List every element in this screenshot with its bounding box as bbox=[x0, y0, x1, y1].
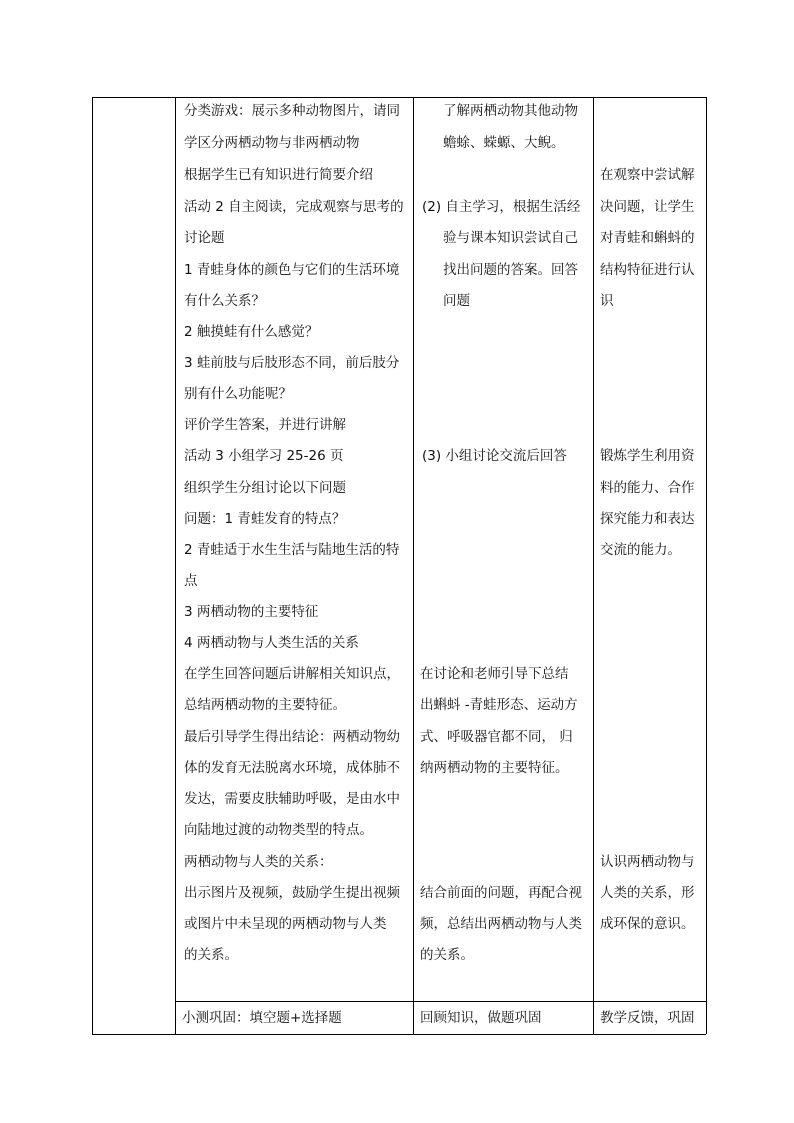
table-border-bottom bbox=[92, 1034, 706, 1035]
activity-line: 根据学生已有知识进行简要介绍 bbox=[184, 167, 373, 183]
student-line: (2) 自主学习，根据生活经 bbox=[422, 199, 581, 215]
student-line: 式、呼吸器官都不同， 归 bbox=[420, 729, 573, 745]
activity-line: 点 bbox=[184, 573, 198, 589]
student-line: 蟾蜍、蝾螈、大鲵。 bbox=[443, 135, 565, 151]
intent-line: 探究能力和表达 bbox=[600, 511, 695, 527]
student-line: (3) 小组讨论交流后回答 bbox=[422, 448, 567, 464]
activity-line: 别有什么功能呢？ bbox=[184, 386, 292, 402]
column-divider-1 bbox=[175, 97, 176, 1034]
student-line: 验与课本知识尝试自己 bbox=[443, 230, 578, 246]
activity-line: 讨论题 bbox=[184, 230, 225, 246]
activity-line: 3 两栖动物的主要特征 bbox=[184, 604, 319, 620]
column-divider-2 bbox=[413, 97, 414, 1034]
student-line: 问题 bbox=[443, 293, 470, 309]
activity-line: 发达，需要皮肤辅助呼吸，是由水中 bbox=[184, 791, 400, 807]
row-divider bbox=[175, 1001, 706, 1002]
activity-line: 4 两栖动物与人类生活的关系 bbox=[184, 635, 359, 651]
activity-line: 评价学生答案，并进行讲解 bbox=[184, 417, 346, 433]
table-border-left bbox=[92, 97, 93, 1034]
activity-line: 2 青蛙适于水生生活与陆地生活的特 bbox=[184, 542, 400, 558]
activity-line: 活动 2 自主阅读，完成观察与思考的 bbox=[184, 199, 404, 215]
student-line: 找出问题的答案。回答 bbox=[443, 262, 578, 278]
activity-line: 的关系。 bbox=[184, 947, 238, 963]
intent-line: 决问题，让学生 bbox=[600, 199, 695, 215]
table-border-right bbox=[706, 97, 707, 1034]
activity-line: 在学生回答问题后讲解相关知识点， bbox=[184, 666, 400, 682]
student-line: 结合前面的问题，再配合视 bbox=[420, 885, 582, 901]
intent-line: 交流的能力。 bbox=[600, 542, 681, 558]
table-border-top bbox=[92, 97, 706, 98]
student-line: 纳两栖动物的主要特征。 bbox=[420, 760, 569, 776]
activity-line: 2 触摸蛙有什么感觉？ bbox=[184, 324, 319, 340]
activity-line: 有什么关系？ bbox=[184, 293, 265, 309]
intent-line: 识 bbox=[600, 293, 614, 309]
student-line: 的关系。 bbox=[420, 947, 474, 963]
intent-line: 在观察中尝试解 bbox=[600, 167, 695, 183]
activity-line: 向陆地过渡的动物类型的特点。 bbox=[184, 822, 373, 838]
column-divider-3 bbox=[593, 97, 594, 1034]
activity-line: 或图片中未呈现的两栖动物与人类 bbox=[184, 916, 387, 932]
activity-line: 组织学生分组讨论以下问题 bbox=[184, 480, 346, 496]
quiz-intent-cell: 教学反馈，巩固 bbox=[600, 1010, 695, 1026]
intent-line: 成环保的意识。 bbox=[600, 916, 695, 932]
activity-line: 分类游戏：展示多种动物图片，请同 bbox=[184, 103, 400, 119]
activity-line: 1 青蛙身体的颜色与它们的生活环境 bbox=[184, 262, 400, 278]
activity-line: 两栖动物与人类的关系： bbox=[184, 854, 333, 870]
activity-line: 活动 3 小组学习 25-26 页 bbox=[184, 448, 344, 464]
quiz-student-cell: 回顾知识，做题巩固 bbox=[420, 1010, 542, 1026]
intent-line: 结构特征进行认 bbox=[600, 262, 695, 278]
activity-line: 问题：1 青蛙发育的特点？ bbox=[184, 511, 346, 527]
student-line: 频，总结出两栖动物与人类 bbox=[420, 916, 582, 932]
intent-line: 人类的关系，形 bbox=[600, 885, 695, 901]
student-line: 出蝌蚪 -青蛙形态、运动方 bbox=[420, 697, 578, 713]
activity-line: 最后引导学生得出结论：两栖动物幼 bbox=[184, 729, 400, 745]
activity-line: 学区分两栖动物与非两栖动物 bbox=[184, 135, 360, 151]
activity-line: 3 蛙前肢与后肢形态不同，前后肢分 bbox=[184, 355, 400, 371]
activity-line: 出示图片及视频，鼓励学生提出视频 bbox=[184, 885, 400, 901]
intent-line: 锻炼学生利用资 bbox=[600, 448, 695, 464]
activity-line: 总结两栖动物的主要特征。 bbox=[184, 697, 346, 713]
activity-line: 体的发育无法脱离水环境，成体肺不 bbox=[184, 760, 400, 776]
intent-line: 对青蛙和蝌蚪的 bbox=[600, 230, 695, 246]
intent-line: 认识两栖动物与 bbox=[600, 854, 695, 870]
quiz-activity-cell: 小测巩固：填空题+选择题 bbox=[182, 1010, 342, 1026]
intent-line: 料的能力、合作 bbox=[600, 480, 695, 496]
student-line: 在讨论和老师引导下总结 bbox=[420, 666, 569, 682]
student-line: 了解两栖动物其他动物 bbox=[443, 103, 578, 119]
